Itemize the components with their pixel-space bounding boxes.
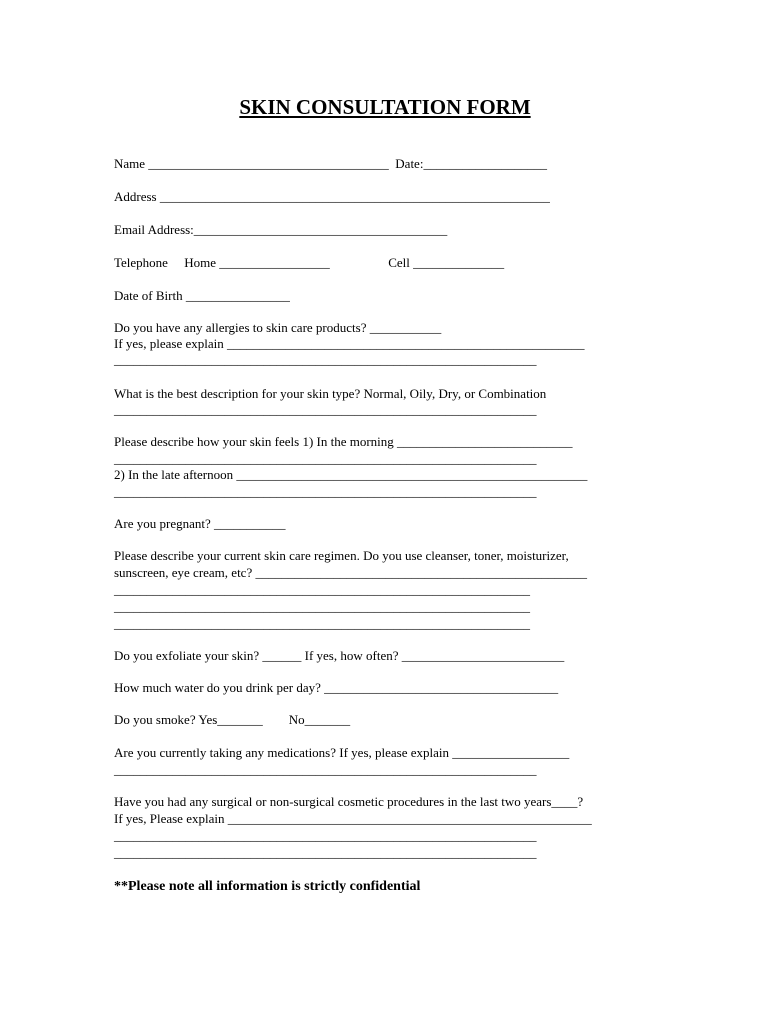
regimen-blank-line-1[interactable]: ________________________________________________________________ — [114, 582, 530, 597]
smoke-line[interactable]: Do you smoke? Yes_______ No_______ — [114, 712, 351, 727]
procedures-blank-line-1[interactable]: _________________________________________________________________ — [114, 828, 537, 843]
regimen-blank-line-2[interactable]: ________________________________________________________________ — [114, 599, 530, 614]
confidential-note: **Please note all information is strictly confidential — [114, 879, 421, 894]
skin-feels-afternoon-line[interactable]: 2) In the late afternoon ______________________________________________________ — [114, 467, 588, 482]
allergies-line[interactable]: Do you have any allergies to skin care products? ___________ — [114, 320, 442, 335]
exfoliate-line[interactable]: Do you exfoliate your skin? ______ If yes, how often? _________________________ — [114, 648, 565, 663]
allergies-explain-line[interactable]: If yes, please explain _______________________________________________________ — [114, 336, 585, 351]
name-date-line[interactable]: Name _____________________________________ Date:___________________ — [114, 156, 547, 171]
email-line[interactable]: Email Address:_______________________________________ — [114, 222, 448, 237]
skin-feels-morning-line[interactable]: Please describe how your skin feels 1) In the morning ___________________________ — [114, 434, 573, 449]
page-title: SKIN CONSULTATION FORM — [239, 95, 531, 119]
procedures-blank-line-2[interactable]: _________________________________________________________________ — [114, 845, 537, 860]
water-line[interactable]: How much water do you drink per day? ____________________________________ — [114, 680, 559, 695]
skin-type-blank-line[interactable]: _________________________________________________________________ — [114, 402, 537, 417]
skin-feels-blank-line-2[interactable]: _________________________________________________________________ — [114, 484, 537, 499]
medications-blank-line[interactable]: _________________________________________________________________ — [114, 762, 537, 777]
regimen-line-2[interactable]: sunscreen, eye cream, etc? ___________________________________________________ — [114, 565, 587, 580]
procedures-line[interactable]: Have you had any surgical or non-surgical cosmetic procedures in the last two years____? — [114, 794, 584, 809]
medications-line[interactable]: Are you currently taking any medications? If yes, please explain __________________ — [114, 745, 570, 760]
procedures-explain-line[interactable]: If yes, Please explain ________________________________________________________ — [114, 811, 592, 826]
regimen-line-1: Please describe your current skin care regimen. Do you use cleanser, toner, moisturizer, — [114, 548, 569, 563]
allergies-blank-line[interactable]: _________________________________________________________________ — [114, 352, 537, 367]
skin-feels-blank-line-1[interactable]: _________________________________________________________________ — [114, 451, 537, 466]
telephone-line[interactable]: Telephone Home _________________ Cell ______________ — [114, 255, 505, 270]
regimen-blank-line-3[interactable]: ________________________________________________________________ — [114, 616, 530, 631]
address-line[interactable]: Address ____________________________________________________________ — [114, 189, 550, 204]
skin-type-line: What is the best description for your skin type? Normal, Oily, Dry, or Combination — [114, 386, 547, 401]
dob-line[interactable]: Date of Birth ________________ — [114, 288, 290, 303]
pregnant-line[interactable]: Are you pregnant? ___________ — [114, 516, 286, 531]
